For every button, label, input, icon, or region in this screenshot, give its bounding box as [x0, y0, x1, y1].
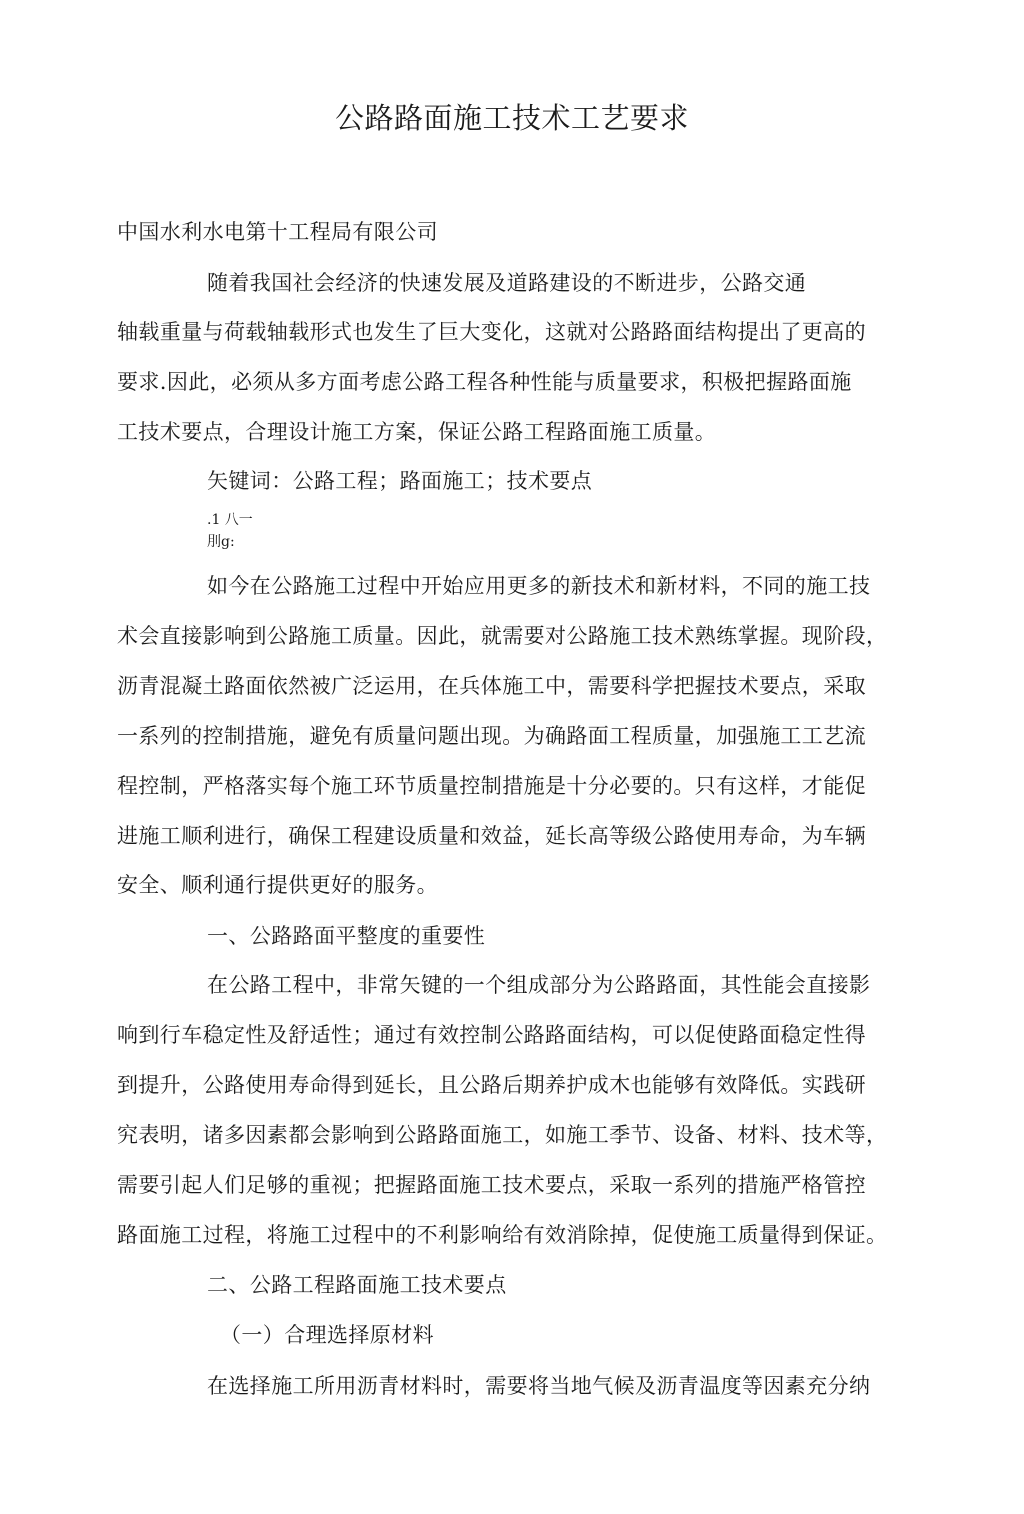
preface-mark-line: 刖g:	[207, 534, 235, 550]
preface-line: 安全、顺利通行提供更好的服务。	[117, 873, 438, 897]
preface-line: 术会直接影响到公路施工质量。因此，就需要对公路施工技术熟练掌握。现阶段，	[117, 624, 888, 648]
preface-line: 进施工顺利进行，确保工程建设质量和效益，延长高等级公路使用寿命，为车辆	[117, 824, 866, 848]
section1-line: 需要引起人们足够的重视；把握路面施工技术要点，采取一系列的措施严格管控	[117, 1173, 866, 1197]
section1-line: 到提升，公路使用寿命得到延长，且公路后期养护成木也能够有效降低。实践研	[117, 1073, 866, 1097]
document-title: 公路路面施工技术工艺要求	[334, 101, 689, 135]
abstract-line: 要求.因此，必须从多方面考虑公路工程各种性能与质量要求，积极把握路面施	[117, 370, 852, 394]
preface-line: 如今在公路施工过程中开始应用更多的新技术和新材料，不同的施工技	[207, 574, 871, 598]
abstract-line: 轴载重量与荷载轴载形式也发生了巨大变化，这就对公路路面结构提出了更高的	[117, 320, 866, 344]
preface-line: 程控制，严格落实每个施工环节质量控制措施是十分必要的。只有这样，才能促	[117, 774, 866, 798]
keywords-line: 矢键词：公路工程；路面施工；技术要点	[207, 469, 593, 493]
preface-line: 一系列的控制措施，避免有质量问题出现。为确路面工程质量，加强施工工艺流	[117, 724, 866, 748]
section1-line: 究表明，诸多因素都会影响到公路路面施工，如施工季节、设备、材料、技术等，	[117, 1123, 888, 1147]
preface-mark-line: .1 八一	[207, 512, 253, 528]
abstract-line: 工技术要点，合理设计施工方案，保证公路工程路面施工质量。	[117, 420, 717, 444]
section1-line: 在公路工程中，非常矢键的一个组成部分为公路路面，其性能会直接影	[207, 973, 871, 997]
section2-line: 在选择施工所用沥青材料时，需要将当地气候及沥青温度等因素充分纳	[207, 1374, 871, 1398]
abstract-line: 随着我国社会经济的快速发展及道路建设的不断进步，公路交通	[207, 271, 807, 295]
organization-line: 中国水利水电第十工程局有限公司	[117, 220, 438, 244]
section1-line: 响到行车稳定性及舒适性；通过有效控制公路路面结构，可以促使路面稳定性得	[117, 1023, 866, 1047]
section1-line: 路面施工过程，将施工过程中的不利影响给有效消除掉，促使施工质量得到保证。	[117, 1223, 888, 1247]
section2-subheading: （一）合理选择原材料	[220, 1323, 434, 1347]
section2-heading: 二、公路工程路面施工技术要点	[207, 1273, 507, 1297]
preface-line: 沥青混凝土路面依然被广泛运用，在兵体施工中，需要科学把握技术要点，采取	[117, 674, 866, 698]
section1-heading: 一、公路路面平整度的重要性	[207, 924, 486, 948]
